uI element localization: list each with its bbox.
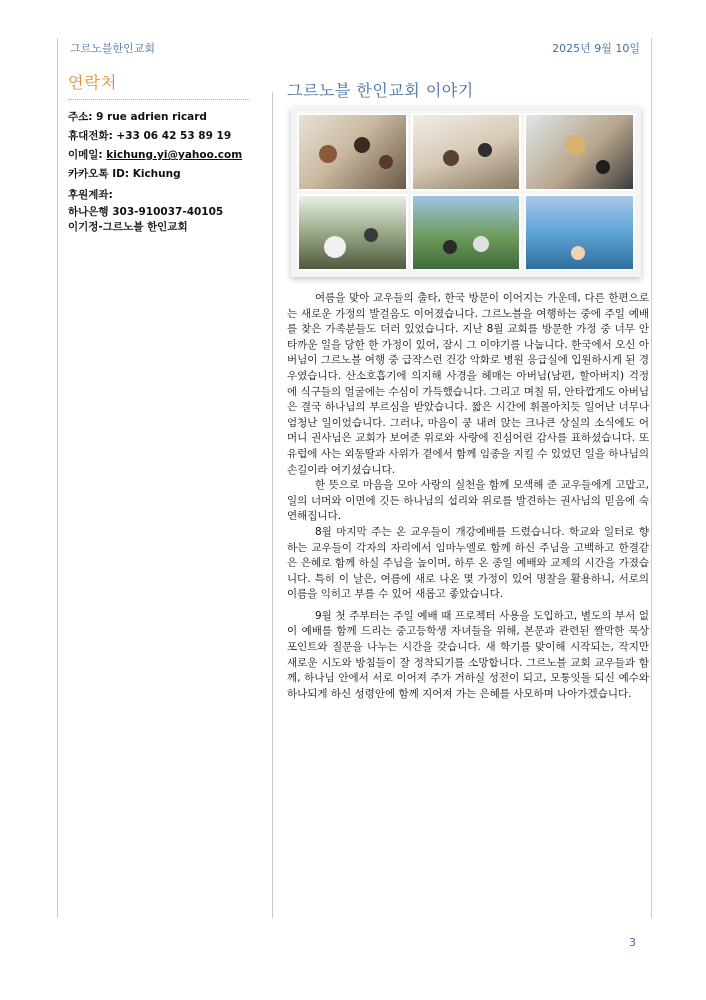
photo-gathering-2: [411, 113, 522, 191]
paragraph-3: 8월 마지막 주는 온 교우들이 개강예배를 드렸습니다. 학교와 일터로 향하는 교우들이 각자의 자리에서 임마누엘로 함께 하신 주님을 고백하고 한결같은 은혜로 함께 하실 주님을 높이며, 하루 온 종일 예배와 교제의 시간을 가졌습니다. 특히 이 날은, 여름에 새로 나온 몇 가정이 있어 명찰을 활용하니, 서로의 이름을 익히고 부를 수 있어 새롭고 좋았습니다.: [287, 525, 649, 601]
photo-collage: [291, 107, 641, 277]
paragraph-4: 9월 첫 주부터는 주일 예배 때 프로젝터 사용을 도입하고, 별도의 부서 없이 예배를 함께 드리는 중고등학생 자녀들을 위해, 본문과 관련된 짤막한 묵상 포인트와 질문을 나누는 시간을 갖습니다. 새 학기를 맞이해 시작되는, 작지만 새로운 시도와 방침들이 잘 정착되기를 소망합니다. 그르노블 교회 교우들과 함께, 하나님 안에서 서로 이어져 주가 거하실 성전이 되고, 모퉁잇돌 되신 예수와 하나되게 하신 성령안에 함께 지어져 가는 은혜를 사모하며 나아가겠습니다.: [287, 609, 649, 700]
header-church-name: 그르노블한인교회: [70, 42, 156, 55]
right-margin-line: [651, 38, 652, 918]
left-margin-line: [57, 38, 58, 918]
account-label: 후원계좌:: [68, 189, 113, 201]
photo-gathering-1: [297, 113, 408, 191]
email-prefix: 이메일:: [68, 149, 107, 161]
contact-title: 연락처: [68, 73, 118, 92]
account-holder: 이기정-그르노블 한인교회: [68, 221, 188, 233]
kakao-line: 카카오톡 ID: Kichung: [68, 168, 181, 180]
article-body: [287, 291, 649, 702]
center-divider-line: [272, 92, 273, 918]
photo-gathering-3: [524, 113, 635, 191]
phone-line: 휴대전화: +33 06 42 53 89 19: [68, 130, 232, 142]
page-number: 3: [629, 936, 636, 949]
dotted-divider: [68, 99, 250, 100]
photo-gathering-6: [524, 194, 635, 272]
header-date: 2025년 9월 10일: [552, 42, 640, 55]
photo-gathering-4: [297, 194, 408, 272]
email-link[interactable]: kichung.yi@yahoo.com: [106, 149, 243, 161]
article-title: 그르노블 한인교회 이야기: [287, 81, 474, 100]
address-line: 주소: 9 rue adrien ricard: [68, 111, 207, 123]
photo-gathering-5: [411, 194, 522, 272]
email-line: [68, 146, 250, 165]
paragraph-1: 여름을 맞아 교우들의 출타, 한국 방문이 이어지는 가운데, 다른 한편으로는 새로운 가정의 발걸음도 이어졌습니다. 그르노블을 여행하는 중에 주일 예배를 찾은 가족분들도 더러 있었습니다. 지난 8월 교회를 방문한 가정 중 너무 안타까운 일을 당한 한 가정이 있어, 잠시 그 이야기를 나눕니다. 한국에서 오신 아버님이 그르노블 여행 중 급작스런 건강 악화로 병원 응급실에 입원하시게 된 경우였습니다. 산소호흡기에 의지해 사경을 헤매는 아버님(남편, 할아버지) 걱정에 식구들의 얼굴에는 수심이 가득했습니다. 그리고 며칠 뒤, 안타깝게도 아버님은 결국 하나님의 부르심을 받았습니다. 짧은 시간에 휘몰아치듯 일어난 너무나 엄청난 일이었습니다. 그러나, 마음이 쿵 내려 앉는 크나큰 상실의 소식에도 어머니 권사님은 교회가 보여준 위로와 사랑에 진심어린 감사를 표하셨습니다. 또 유럽에 사는 외동딸과 사위가 곁에서 함께 임종을 지킬 수 있었던 일을 하나님의 손길이라 여기셨습니다.: [287, 292, 649, 476]
contact-sidebar: [68, 70, 250, 235]
account-bank: 하나은행 303-910037-40105: [68, 206, 224, 218]
paragraph-2: 한 뜻으로 마음을 모아 사랑의 실천을 함께 모색해 준 교우들에게 고맙고, 일의 너머와 이면에 깃든 하나님의 섭리와 위로를 발견하는 권사님의 믿음에 숙연해집니다.: [287, 479, 649, 523]
main-article: [287, 78, 649, 702]
